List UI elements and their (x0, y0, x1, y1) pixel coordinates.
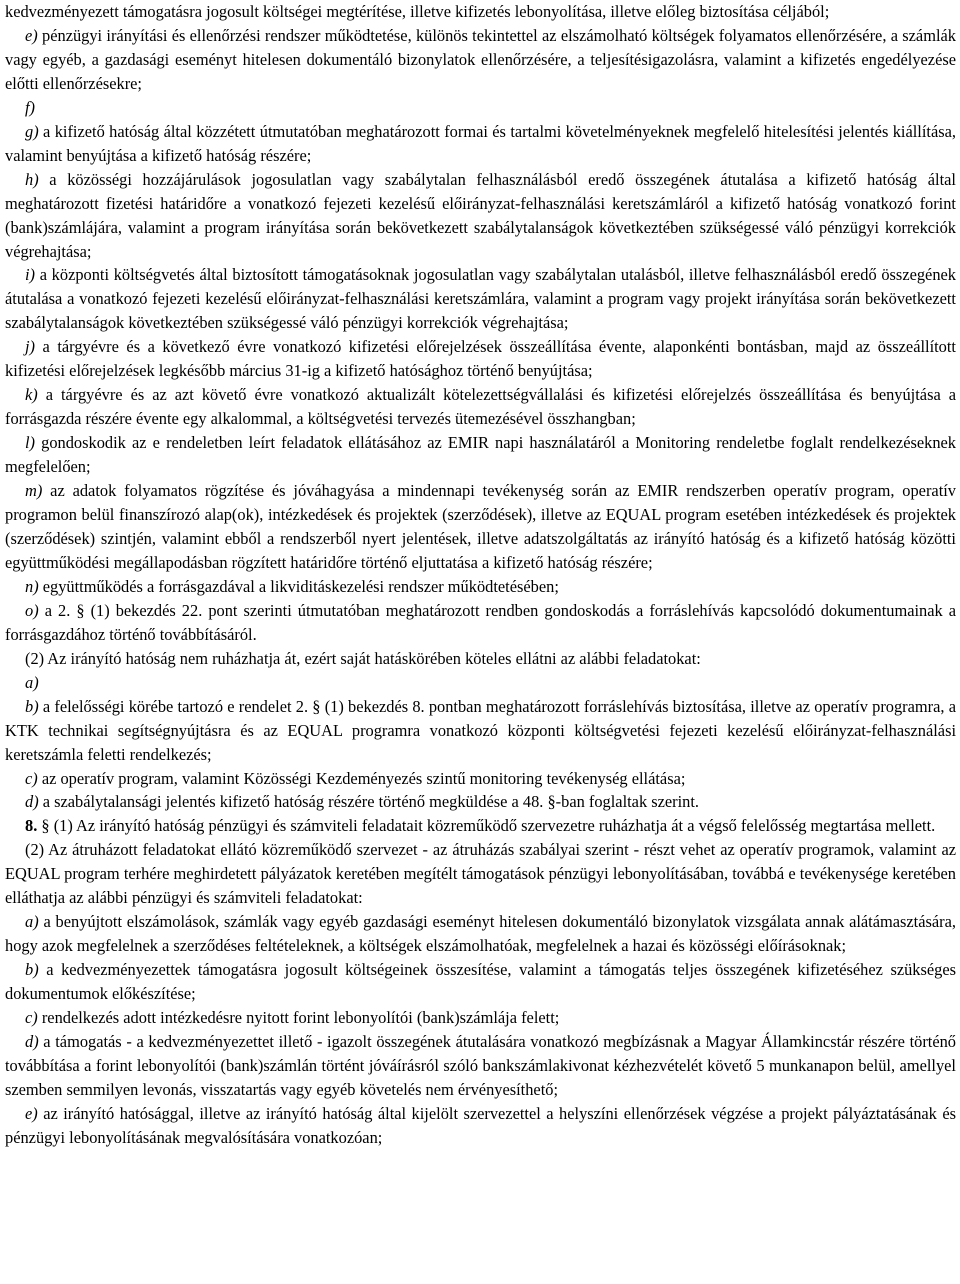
item-label: a) (25, 672, 39, 692)
paragraph-text: a kifizető hatóság által közzétett útmutatóban meghatározott formai és tartalmi követelményeknek megfelelő hitelesítési jelentés kiállítása, valamint benyújtása a kifizető hatóság részére; (5, 121, 956, 165)
paragraph (5, 647, 956, 671)
paragraph (5, 168, 956, 264)
item-label: k) (25, 385, 38, 405)
paragraph (5, 263, 956, 335)
paragraph-text: együttműködés a forrásgazdával a likviditáskezelési rendszer működtetésében; (38, 576, 559, 596)
paragraph (5, 910, 956, 958)
item-label: b) (25, 960, 39, 980)
paragraph (5, 814, 956, 838)
paragraph (5, 790, 956, 814)
paragraph-text: az irányító hatósággal, illetve az irányító hatóság által kijelölt szervezettel a helyszíni ellenőrzések végzése a projekt pályáztatásának és pénzügyi lebonyolításának megvalósítására vonatkozóan; (5, 1103, 956, 1147)
paragraph-text: pénzügyi irányítási és ellenőrzési rendszer működtetése, különös tekintettel az elszámolható költségek folyamatos ellenőrzésére, a számlák vagy egyéb, a gazdasági eseményt hitelesen dokumentáló bizonylatok ellenőrzésére, a teljesítésigazolásra, valamint a kifizetés engedélyezése előtti ellenőrzésekre; (5, 25, 956, 93)
paragraph (5, 671, 956, 695)
paragraph (5, 0, 956, 24)
section-number: 8. (25, 816, 38, 836)
paragraph-text: (2) Az irányító hatóság nem ruházhatja át, ezért saját hatáskörében köteles ellátni az alábbi feladatokat: (25, 648, 701, 668)
paragraph (5, 431, 956, 479)
paragraph (5, 599, 956, 647)
paragraph (5, 120, 956, 168)
paragraph (5, 958, 956, 1006)
item-label: f) (25, 97, 36, 117)
paragraph (5, 575, 956, 599)
paragraph-text: a támogatás - a kedvezményezettet illető - igazolt összegének átutalására vonatkozó megbízásnak a Magyar Államkincstár részére történő továbbítása a forint lebonyolítói (bank)számlán történt jóváírásról szóló bankszámlakivonat kézhezvételét követő 5 munkanapon belül, amellyel szemben semmilyen levonás, visszatartás vagy egyéb követelés nem érvényesíthető; (5, 1031, 956, 1099)
paragraph (5, 335, 956, 383)
paragraph-text: a központi költségvetés által biztosított támogatásoknak jogosulatlan vagy szabálytalan utalásból, illetve felhasználásból eredő összegének átutalása a vonatkozó fejezeti kezelésű előirányzat-felhasználási keretszámlára, valamint a program vagy projekt irányítása során bekövetkezett szabálytalanságok következtében szükségessé váló pénzügyi korrekciók végrehajtása; (5, 265, 956, 333)
paragraph-text: a tárgyévre és a következő évre vonatkozó kifizetési előrejelzések összeállítása évente, alaponkénti bontásban, majd az összeállított kifizetési előrejelzések legkésőbb március 31-ig a kifizető hatósághoz történő benyújtása; (5, 337, 956, 381)
item-label: l) (25, 433, 36, 453)
item-label: j) (25, 337, 36, 357)
paragraph-text: a tárgyévre és az azt követő évre vonatkozó aktualizált kötelezettségvállalási és kifizetési előrejelzés összeállítása és benyújtása a forrásgazda részére évente egy alkalommal, a költségvetési tervezés ütemezésével összhangban; (5, 385, 956, 429)
item-label: a) (25, 912, 39, 932)
paragraph (5, 24, 956, 96)
item-label: b) (25, 696, 39, 716)
paragraph (5, 695, 956, 767)
item-label: d) (25, 1031, 39, 1051)
item-label: e) (25, 25, 38, 45)
paragraph-text: (2) Az átruházott feladatokat ellátó közreműködő szervezet - az átruházás szabályai szerint - részt vehet az operatív programok, valamint az EQUAL program terhére meghirdetett pályázatok keretében megítélt támogatások pénzügyi lebonyolításában, továbbá e tevékenysége keretében elláthatja az alábbi pénzügyi és számviteli feladatokat: (5, 840, 956, 908)
item-label: o) (25, 600, 39, 620)
paragraph (5, 383, 956, 431)
paragraph-text: gondoskodik az e rendeletben leírt feladatok ellátásához az EMIR napi használatáról a Monitoring rendeletbe foglalt rendelkezéseknek megfelelően; (5, 433, 956, 477)
paragraph-text: rendelkezés adott intézkedésre nyitott forint lebonyolítói (bank)számlája felett; (37, 1008, 560, 1028)
paragraph-text: a kedvezményezettek támogatásra jogosult költségeinek összesítése, valamint a támogatás teljes összegének kifizetéséhez szükséges dokumentumok előkészítése; (5, 960, 956, 1004)
paragraph (5, 1102, 956, 1150)
paragraph (5, 96, 956, 120)
paragraph-text: a közösségi hozzájárulások jogosulatlan vagy szabálytalan felhasználásból eredő összegének átutalása a kifizető hatóság által meghatározott fizetési határidőre a vonatkozó fejezeti kezelésű előirányzat-felhasználási keretszámláról a kifizető hatóság vonatkozó forint (bank)számlájára, valamint a program irányítása során bekövetkezett szabálytalanságok következtében szükségessé váló pénzügyi korrekciók végrehajtása; (5, 169, 956, 261)
item-label: d) (25, 792, 39, 812)
paragraph (5, 479, 956, 575)
paragraph-text: a benyújtott elszámolások, számlák vagy egyéb gazdasági eseményt hitelesen dokumentáló bizonylatok vizsgálata annak alátámasztására, hogy azok megfelelnek a szerződéses feltételeknek, a költségek elszámolhatóak, megfelelnek a hazai és közösségi előírásoknak; (5, 912, 956, 956)
paragraph (5, 838, 956, 910)
item-label: c) (25, 1008, 38, 1028)
item-label: m) (25, 481, 43, 501)
item-label: h) (25, 169, 39, 189)
paragraph-text: az adatok folyamatos rögzítése és jóváhagyása a mindennapi tevékenység során az EMIR rendszerben operatív program, operatív programon belül finanszírozó alap(ok), intézkedések és projektek (szerződések), illetve az EQUAL program esetében intézkedések és projektek (szerződések) szintjén, valamint ebből a rendszerből nyert jelentések, illetve adatszolgáltatás az irányító hatóság és a kifizető hatóság közötti együttműködési megállapodásban rögzített határidőre történő eljuttatása a kifizető hatóság részére; (5, 481, 956, 572)
paragraph (5, 1006, 956, 1030)
item-label: g) (25, 121, 39, 141)
paragraph-text: a felelősségi körébe tartozó e rendelet 2. § (1) bekezdés 8. pontban meghatározott forráslehívás biztosítása, illetve az operatív programra, a KTK technikai segítségnyújtásra és az EQUAL programra vonatkozó központi költségvetési fejezeti kezelésű előirányzat-felhasználási keretszámla feletti rendelkezés; (5, 696, 956, 764)
paragraph (5, 767, 956, 791)
paragraph-text: a szabálytalansági jelentés kifizető hatóság részére történő megküldése a 48. §-ban foglaltak szerint. (38, 792, 700, 812)
paragraph-text: az operatív program, valamint Közösségi Kezdeményezés szintű monitoring tevékenység ellátása; (37, 768, 686, 788)
paragraph-text: kedvezményezett támogatásra jogosult költségei megtérítése, illetve kifizetés lebonyolítása, illetve előleg biztosítása céljából; (5, 2, 830, 21)
paragraph-text: a 2. § (1) bekezdés 22. pont szerinti útmutatóban meghatározott rendben gondoskodás a forráslehívás kapcsolódó dokumentumainak a forrásgazdához történő továbbításáról. (5, 600, 956, 644)
item-label: c) (25, 768, 38, 788)
document-body (5, 0, 956, 1150)
paragraph (5, 1030, 956, 1102)
item-label: n) (25, 576, 39, 596)
item-label: e) (25, 1103, 38, 1123)
item-label: i) (25, 265, 36, 285)
paragraph-text: § (1) Az irányító hatóság pénzügyi és számviteli feladatait közreműködő szervezetre ruházhatja át a végső felelősség megtartása mellett. (37, 816, 936, 836)
